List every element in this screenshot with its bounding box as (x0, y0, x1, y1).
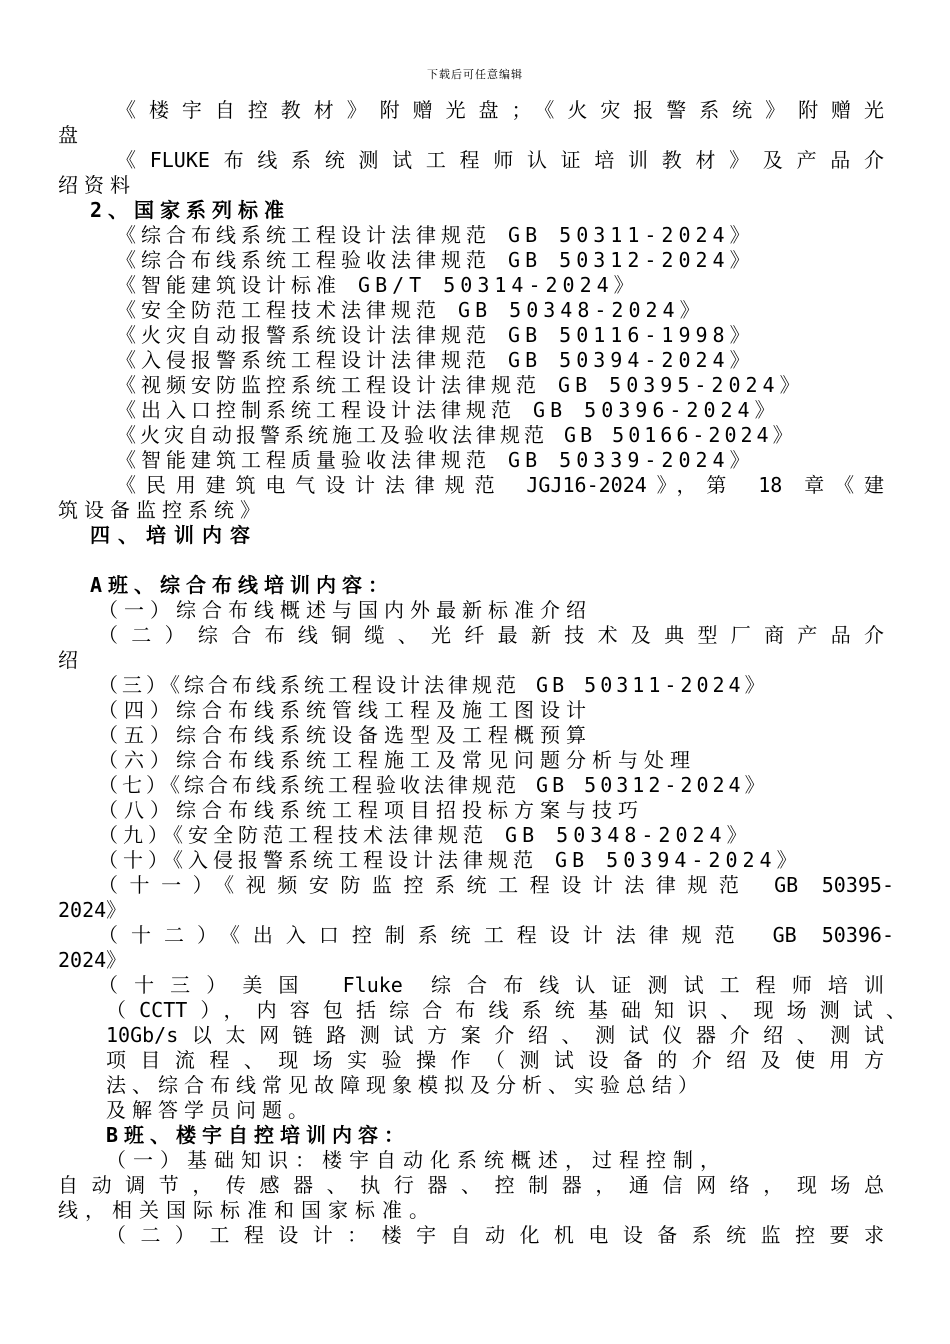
class-a-item: （五）综合布线系统设备选型及工程概预算 (98, 723, 592, 747)
class-a-item: （十一）《视频安防监控系统工程设计法律规范 GB 50395- (98, 873, 894, 897)
class-a-item: （一）综合布线概述与国内外最新标准介绍 (98, 598, 592, 622)
class-a-item: 项目流程、现场实验操作（测试设备的介绍及使用方 (106, 1048, 884, 1072)
class-a-item: （六）综合布线系统工程施工及常见问题分析与处理 (98, 748, 696, 772)
class-b-heading: B班、楼宇自控培训内容： (106, 1123, 411, 1147)
class-b-item: （一）基础知识：楼宇自动化系统概述，过程控制， (106, 1148, 727, 1172)
class-a-item-cont: 2024》 (58, 898, 127, 922)
class-a-item: 10Gb/s以太网链路测试方案介绍、测试仪器介绍、测试 (106, 1023, 884, 1047)
standard-item: 《入侵报警系统工程设计法律规范 GB 50394-2024》 (116, 348, 755, 372)
class-a-item: （十二）《出入口控制系统工程设计法律规范 GB 50396- (98, 923, 894, 947)
standards-heading: 2、国家系列标准 (90, 198, 291, 222)
materials-line-1: 《楼宇自控教材》附赠光盘；《火灾报警系统》附赠光 (116, 98, 884, 122)
class-a-item: 及解答学员问题。 (106, 1098, 314, 1122)
class-a-item: （二）综合布线铜缆、光纤最新技术及典型厂商产品介 (98, 623, 884, 647)
standard-item: 《综合布线系统工程设计法律规范 GB 50311-2024》 (116, 223, 755, 247)
class-a-item-cont: 绍 (58, 648, 78, 672)
class-a-item: （三）《综合布线系统工程设计法律规范 GB 50311-2024》 (98, 673, 769, 697)
standard-item: 《综合布线系统工程验收法律规范 GB 50312-2024》 (116, 248, 755, 272)
standard-item: 《火灾自动报警系统设计法律规范 GB 50116-1998》 (116, 323, 755, 347)
materials-line-2-cont: 绍资料 (58, 173, 136, 197)
class-a-item: （十）《入侵报警系统工程设计法律规范 GB 50394-2024》 (98, 848, 802, 872)
standard-item: 《视频安防监控系统工程设计法律规范 GB 50395-2024》 (116, 373, 805, 397)
class-a-item: （四）综合布线系统管线工程及施工图设计 (98, 698, 592, 722)
standard-item: 《出入口控制系统工程设计法律规范 GB 50396-2024》 (116, 398, 780, 422)
class-a-heading: A班、综合布线培训内容： (90, 573, 395, 597)
section-heading: 四、培训内容 (90, 523, 258, 547)
class-a-item: （十三）美国 Fluke 综合布线认证测试工程师培训 (98, 973, 884, 997)
class-a-item: （CCTT），内容包括综合布线系统基础知识、现场测试、 (106, 998, 906, 1022)
materials-line-1-cont: 盘 (58, 123, 78, 147)
class-a-item: （九）《安全防范工程技术法律规范 GB 50348-2024》 (98, 823, 752, 847)
standard-item: 《安全防范工程技术法律规范 GB 50348-2024》 (116, 298, 705, 322)
class-b-item: （二）工程设计：楼宇自动化机电设备系统监控要求 (106, 1223, 884, 1247)
standard-item: 《智能建筑工程质量验收法律规范 GB 50339-2024》 (116, 448, 755, 472)
class-a-item: 法、综合布线常见故障现象模拟及分析、实验总结） (106, 1073, 704, 1097)
class-b-item: 线，相关国际标准和国家标准。 (58, 1198, 436, 1222)
class-a-item: （八）综合布线系统工程项目招投标方案与技巧 (98, 798, 644, 822)
standard-item-cont: 筑设备监控系统》 (58, 498, 266, 522)
class-a-item: （七）《综合布线系统工程验收法律规范 GB 50312-2024》 (98, 773, 769, 797)
standard-item: 《火灾自动报警系统施工及验收法律规范 GB 50166-2024》 (116, 423, 797, 447)
materials-line-2: 《FLUKE布线系统测试工程师认证培训教材》及产品介 (116, 148, 884, 172)
class-a-item-cont: 2024》 (58, 948, 127, 972)
standard-item: 《民用建筑电气设计法律规范 JGJ16-2024》，第 18 章《建 (116, 473, 884, 497)
standard-item: 《智能建筑设计标准 GB/T 50314-2024》 (116, 273, 639, 297)
page-header: 下载后可任意编辑 (427, 68, 523, 81)
class-b-item: 自动调节，传感器、执行器、控制器，通信网络，现场总 (58, 1173, 884, 1197)
